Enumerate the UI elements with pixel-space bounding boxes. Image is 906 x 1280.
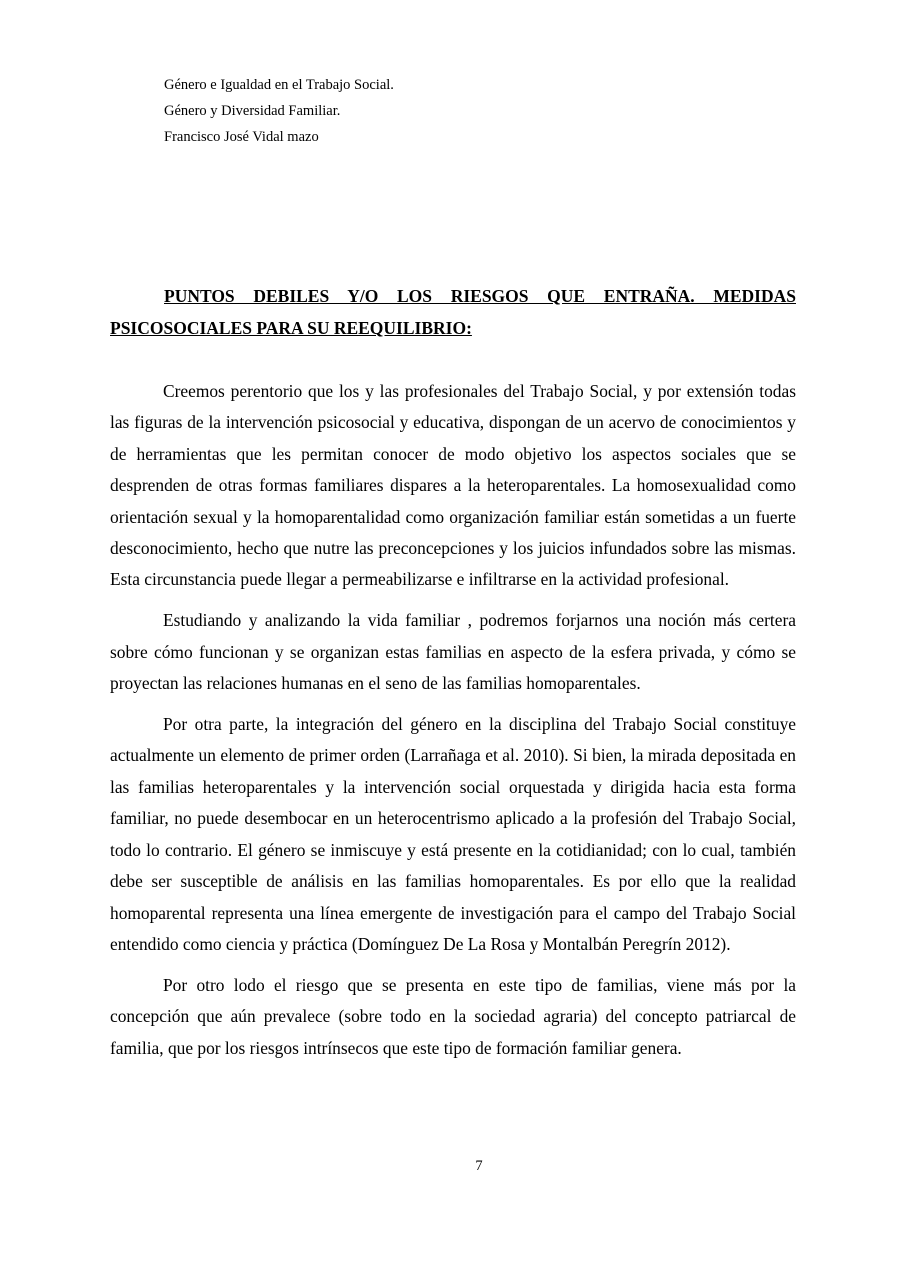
paragraph: Por otro lodo el riesgo que se presenta en este tipo de familias, viene más por la concepción que aún prevalece (sobre todo en la sociedad agraria) del concepto patriarcal de familia, que por los riesgos intrínsecos que este tipo de formación familiar genera. — [110, 974, 796, 1058]
header-line-subject: Género y Diversidad Familiar. — [164, 103, 341, 119]
section-heading: PUNTOS DEBILES Y/O LOS RIESGOS QUE ENTRAÑA. MEDIDAS PSICOSOCIALES PARA SU REEQUILIBRIO: — [110, 286, 796, 338]
body-text — [110, 376, 796, 1074]
page-number: 7 — [475, 1158, 483, 1174]
paragraph: Estudiando y analizando la vida familiar , podremos forjarnos una noción más certera sobre cómo funcionan y se organizan estas familias en aspecto de la esfera privada, y cómo se proyectan las relaciones humanas en el seno de las familias homoparentales. — [110, 610, 796, 694]
header-line-author: Francisco José Vidal mazo — [164, 129, 319, 145]
paragraph: Por otra parte, la integración del género en la disciplina del Trabajo Social constituye actualmente un elemento de primer orden (Larrañaga et al. 2010). Si bien, la mirada depositada en las familias heteroparentales y la intervención social orquestada y dirigida hacia esta forma familiar, no puede desembocar en un heterocentrismo aplicado a la profesión del Trabajo Social, todo lo contrario. El género se inmiscuye y está presente en la cotidianidad; con lo cual, también debe ser susceptible de análisis en las familias homoparentales. Es por ello que la realidad homoparental representa una línea emergente de investigación para el campo del Trabajo Social entendido como ciencia y práctica (Domínguez De La Rosa y Montalbán Peregrín 2012). — [110, 714, 796, 954]
running-header — [164, 72, 394, 150]
paragraph: Creemos perentorio que los y las profesionales del Trabajo Social, y por extensión todas las figuras de la intervención psicosocial y educativa, dispongan de un acervo de conocimientos y de herramientas que les permitan conocer de modo objetivo los aspectos sociales que se desprenden de otras formas familiares dispares a la heteroparentales. La homosexualidad como orientación sexual y la homoparentalidad como organización familiar están sometidas a un fuerte desconocimiento, hecho que nutre las preconcepciones y los juicios infundados sobre las mismas. Esta circunstancia puede llegar a permeabilizarse e infiltrarse en la actividad profesional. — [110, 381, 796, 590]
header-line-course: Género e Igualdad en el Trabajo Social. — [164, 77, 394, 93]
